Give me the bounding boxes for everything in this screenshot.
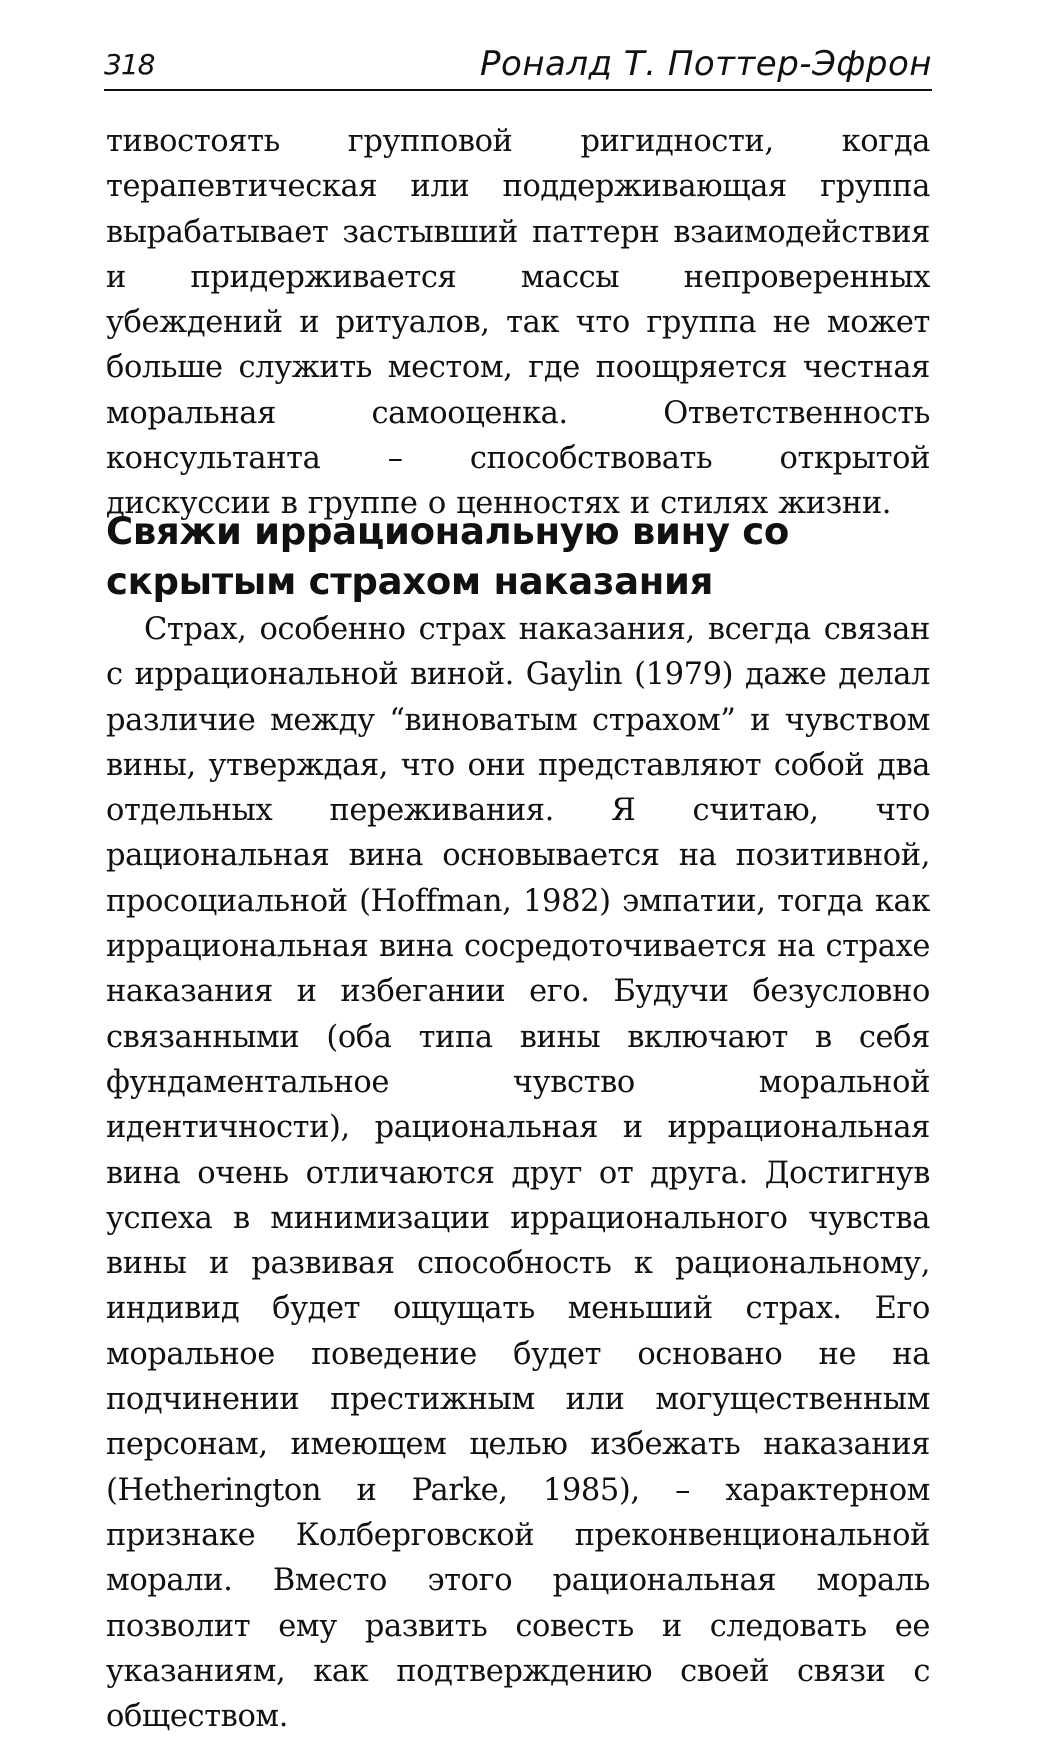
header-rule: [104, 89, 932, 91]
running-head-author: Роналд Т. Поттер-Эфрон: [480, 44, 932, 84]
running-head: [104, 44, 932, 94]
section-heading: Свяжи иррациональную вину со скрытым страхом наказания: [106, 510, 790, 603]
paragraph-continuation: тивостоять групповой ригидности, когда терапевтическая или поддерживающая группа вырабатывает застывший паттерн взаимодействия и придерживается массы непроверенных убеждений и ритуалов, так что группа не может больше служить местом, где поощряется честная моральная самооценка. Ответственность консультанта – способствовать открытой дискуссии в группе о ценностях и стилях жизни.: [106, 124, 930, 522]
page-number: 318: [104, 48, 155, 81]
paragraph-section-body: Страх, особенно страх наказания, всегда связан с иррациональной виной. Gaylin (1979) даже делал различие между “виноватым страхом” и чувством вины, утверждая, что они представляют собой два отдельных переживания. Я считаю, что рациональная вина основывается на позитивной, просоциальной (Hoffman, 1982) эмпатии, тогда как иррациональная вина сосредоточивается на страхе наказания и избегании его. Будучи безусловно связанными (оба типа вины включают в себя фундаментальное чувство моральной идентичности), рациональная и иррациональная вина очень отличаются друг от друга. Достигнув успеха в минимизации иррационального чувства вины и развивая способность к рациональному, индивид будет ощущать меньший страх. Его моральное поведение будет основано не на подчинении престижным или могущественным персонам, имеющем целью избежать наказания (Hetherington и Parke, 1985), – характерном признаке Колберговской преконвенциональной морали. Вместо этого рациональная мораль позволит ему развить совесть и следовать ее указаниям, как подтверждению своей связи с обществом.: [106, 612, 930, 1735]
